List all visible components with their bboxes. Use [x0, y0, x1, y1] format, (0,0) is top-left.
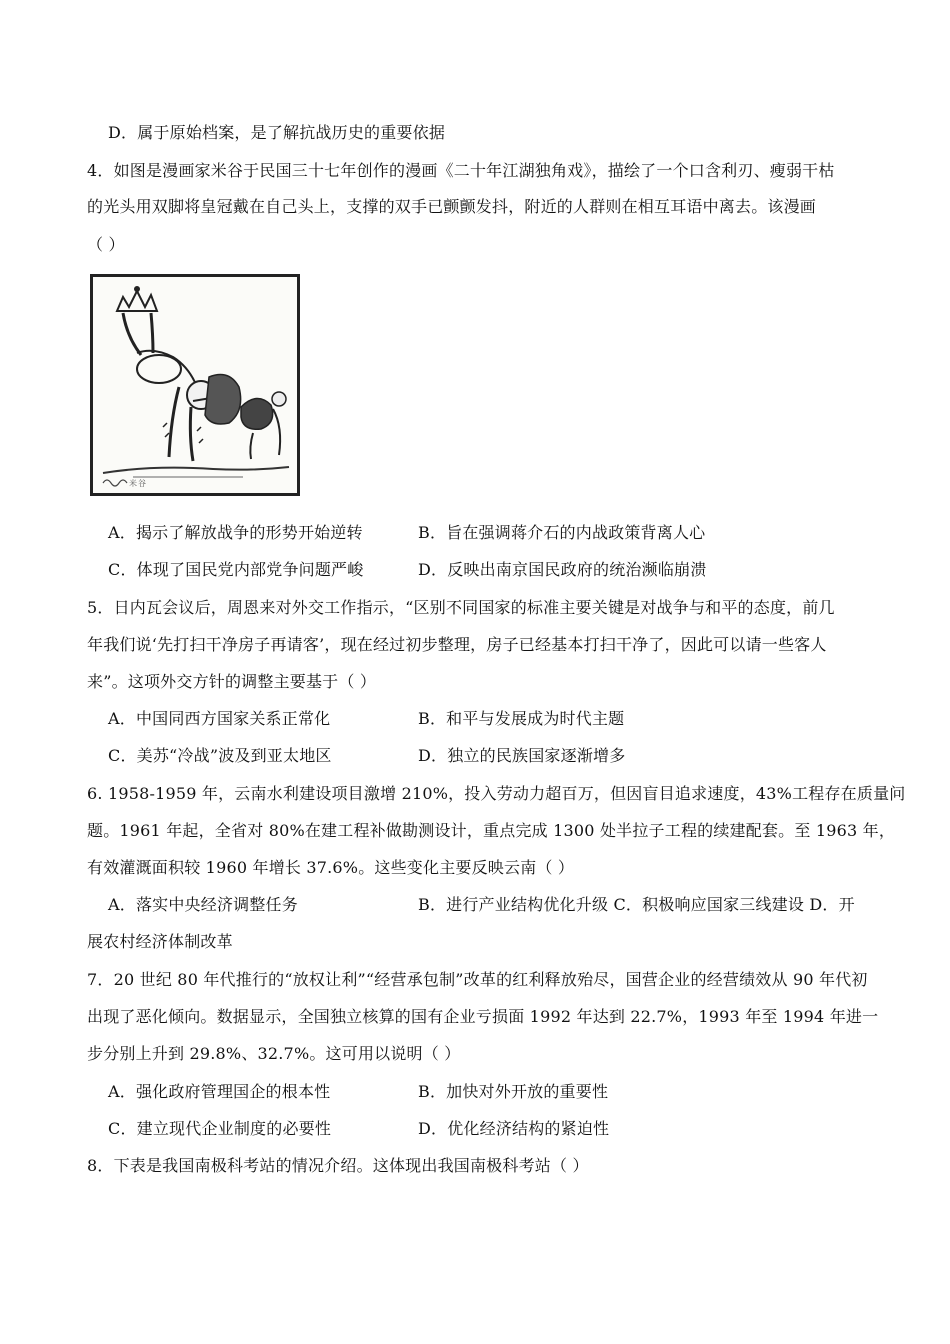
- q8-stem-line-1: 8．下表是我国南极科考站的情况介绍。这体现出我国南极科考站（ ）: [87, 1156, 589, 1175]
- q7-option-d: D．优化经济结构的紧迫性: [418, 1119, 610, 1138]
- q6-options-b-c-d: B．进行产业结构优化升级 C．积极响应国家三线建设 D．开: [418, 895, 855, 914]
- q7-stem-line-2: 出现了恶化倾向。数据显示，全国独立核算的国有企业亏损面 1992 年达到 22.7%，1993 年至 1994 年进一: [87, 1007, 879, 1026]
- q4-option-c: C．体现了国民党内部党争问题严峻: [108, 560, 364, 579]
- q5-option-d: D．独立的民族国家逐渐增多: [418, 746, 626, 765]
- cartoon-caption: 米谷: [129, 479, 147, 488]
- cartoon-image: [90, 274, 300, 496]
- q3-option-d: D．属于原始档案，是了解抗战历史的重要依据: [108, 123, 446, 142]
- q4-option-d: D．反映出南京国民政府的统治濒临崩溃: [418, 560, 707, 579]
- cartoon-drawing: [93, 277, 297, 493]
- q5-option-b: B．和平与发展成为时代主题: [418, 709, 625, 728]
- q7-option-a: A．强化政府管理国企的根本性: [108, 1082, 331, 1101]
- q4-answer-blank: （ ）: [87, 235, 125, 254]
- q7-option-c: C．建立现代企业制度的必要性: [108, 1119, 332, 1138]
- q7-stem-line-1: 7．20 世纪 80 年代推行的“放权让利”“经营承包制”改革的红利释放殆尽，国营企业的经营绩效从 90 年代初: [87, 970, 868, 989]
- q6-stem-line-1: 6. 1958-1959 年，云南水利建设项目激增 210%，投入劳动力超百万，但因盲目追求速度，43%工程存在质量问: [87, 784, 906, 803]
- q5-stem-line-3: 来”。这项外交方针的调整主要基于（ ）: [87, 672, 377, 691]
- q5-option-a: A．中国同西方国家关系正常化: [108, 709, 331, 728]
- q7-stem-line-3: 步分别上升到 29.8%、32.7%。这可用以说明（ ）: [87, 1044, 461, 1063]
- q5-stem-line-2: 年我们说‘先打扫干净房子再请客’，现在经过初步整理，房子已经基本打扫干净了，因此可以请一些客人: [87, 635, 827, 654]
- q4-stem-line-1: 4．如图是漫画家米谷于民国三十七年创作的漫画《二十年江湖独角戏》，描绘了一个口含利刃、瘦弱干枯: [87, 161, 835, 180]
- q6-option-a: A．落实中央经济调整任务: [108, 895, 298, 914]
- q5-option-c: C．美苏“冷战”波及到亚太地区: [108, 746, 332, 765]
- q4-option-a: A．揭示了解放战争的形势开始逆转: [108, 523, 363, 542]
- q6-option-d-continued: 展农村经济体制改革: [87, 932, 233, 951]
- q5-stem-line-1: 5．日内瓦会议后，周恩来对外交工作指示，“区别不同国家的标准主要关键是对战争与和平的态度，前几: [87, 598, 835, 617]
- q7-option-b: B．加快对外开放的重要性: [418, 1082, 609, 1101]
- q6-stem-line-2: 题。1961 年起，全省对 80%在建工程补做勘测设计，重点完成 1300 处半拉子工程的续建配套。至 1963 年，: [87, 821, 896, 840]
- q4-option-b: B．旨在强调蒋介石的内战政策背离人心: [418, 523, 706, 542]
- q4-stem-line-2: 的光头用双脚将皇冠戴在自己头上，支撑的双手已颤颤发抖，附近的人群则在相互耳语中离去。该漫画: [87, 197, 817, 216]
- q6-stem-line-3: 有效灌溉面积较 1960 年增长 37.6%。这些变化主要反映云南（ ）: [87, 858, 575, 877]
